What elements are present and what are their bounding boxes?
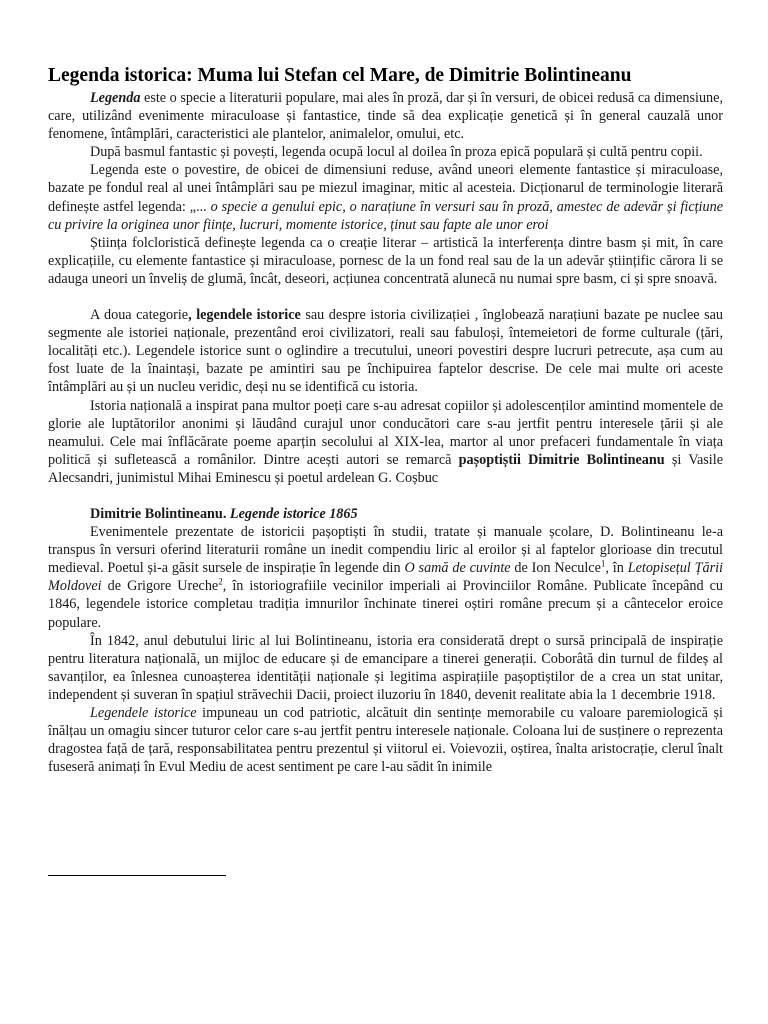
paragraph-spacer — [48, 288, 723, 306]
paragraph-legend-story — [48, 161, 723, 233]
paragraph-text: de Grigore Ureche — [101, 578, 219, 595]
footnote-ref-2[interactable]: 2 — [218, 576, 223, 587]
paragraph-text: este o specie a literaturii populare, mai ales în proză, dar și în versuri, de obicei redusă ca dimensiune, care, utilizând evenimente miraculoase și fantastice, tinde să dea explicație genetică și în general cauzală unor fenomene, întâmplări, caracteristici ale plantelor, animalelor, omului, etc. — [48, 90, 723, 143]
paragraph-text: , în — [605, 560, 628, 577]
paragraph-legend-rank: După basmul fantastic și povești, legenda ocupă locul al doilea în proza epică populară și cultă pentru copii. — [90, 144, 703, 161]
paragraph-text: Evenimentele prezentate de istoricii pașoptiști în studii, tratate și manuale școlare, D. Bolintineanu le-a transpus în versuri oferind literaturii române un inedit compendiu liric al eroilor și al faptelor glorioase din trecutul medieval. Poetul și-a găsit sursele de inspirație în legende din — [48, 524, 723, 577]
term-legendele-istorice-italic: Legendele istorice — [90, 705, 197, 721]
paragraph-text: Istoria națională a inspirat pana multor poeți care s-au adresat copiilor și adolescenților amintind momentele de glorie ale luptătorilor anonimi și lăudând curajul unor conducători care s-au jertfit pentru interesele țării și ale neamului. Cele mai înflăcărate poeme aparțin secolului al XIX-lea, martor al unor prefaceri fundamentale în viața politică și sufletească a românilor. Dintre acești autori se remarcă — [48, 397, 723, 468]
paragraph-legend-definition — [48, 89, 723, 143]
paragraph-text: impuneau un cod patriotic, alcătuit din sentințe memorabile cu valoare paremiologică și înălțau un omagiu sincer tuturor celor care s-au jertfit pentru interesele naționale. Coloana lui de susținere o reprezenta dragostea față de țară, responsabilitatea pentru prezentul și viitorul ei. Voievozii, oștirea, înalta aristocrație, clerul înalt fuseseră animați în Evul Mediu de acest sentiment pe care l-au sădit în inimile — [48, 705, 723, 776]
paragraph-historical-legends — [48, 306, 723, 396]
dictionary-quote: o specie a genului epic, o narațiune în versuri sau în proză, amestec de adevăr și ficțiune cu privire la originea unor ființe, lucruri, momente istorice, ținut sau fapte ale unor eroi — [48, 198, 723, 233]
paragraph-text: , în istoriografiile vecinilor imperiali ai Provinciilor Române. Publicate începând cu 1846, legendele istorice completau tradiția imnurilor închinate tinerei oștiri române precum și a cântecelor eroice populare. — [48, 578, 724, 631]
paragraph-events — [48, 523, 723, 632]
paragraph-patriotic-code — [48, 704, 723, 776]
work-title-ureche: Letopisețul Țării Moldovei — [48, 560, 723, 595]
section-heading-author: Dimitrie Bolintineanu. — [90, 505, 230, 522]
section-heading-work: Legende istorice 1865 — [229, 505, 358, 522]
paragraph-text: A doua categorie — [90, 307, 189, 324]
paragraph-folklore-science: Știința folcloristică definește legenda ca o creație literar – artistică la interferența dintre basm și mit, în care explicațiile, cu elemente fantastice și miraculoase, pornesc de la un fond real sau de la un adevăr științific cărora li se adauga uneori un înveliș de glumă, încât, deseori, acțiunea concentrată alunecă nu numai spre basm, ci și spre snoavă. — [48, 234, 723, 287]
paragraph-text: sau despre istoria civilizației , înglobează narațiuni bazate pe nuclee sau segmente ale istoriei naționale, prezentând eroi civilizatori, reali sau fabuloși, întemeietori de forme culturale (țări, localități etc.). Legendele istorice sunt o oglindire a trecutului, uneori povestiri despre lucruri petrecute, așa cum au fost luate de la înaintași, bazate pe amintiri sau pe închipuirea faptelor descrise. De cele mai multe ori aceste întâmplări au și un nucleu veridic, deși nu se identifică cu istoria. — [48, 307, 724, 396]
term-pasoptistii: pașoptiștii Dimitrie Bolintineanu — [458, 451, 665, 468]
paragraph-1842: În 1842, anul debutului liric al lui Bolintineanu, istoria era considerată drept o sursă principală de inspirație pentru literatura națională, un mijloc de educare și de emancipare a tinerei generații. Coborâtă din turnul de fildeș al savanților, ea înlesnea cunoașterea identității naționale și legitima aspirațiile pașoptiștilor de a crea un stat unitar, independent și suveran în spațiul străvechii Dacii, proiect iluzoriu în 1840, devenit realitate abia la 1 decembrie 1918. — [48, 632, 723, 703]
paragraph-text: Legenda este o povestire, de obicei de dimensiuni reduse, având uneori elemente fantastice și miraculoase, bazate pe fondul real al unei întâmplări sau pe miezul imaginar, mitic al acesteia. Dicționarul de terminologie literară definește astfel legenda: „... — [48, 162, 723, 215]
section-heading — [48, 505, 723, 523]
document-title: Legenda istorica: Muma lui Stefan cel Mare, de Dimitrie Bolintineanu — [48, 65, 632, 86]
paragraph-spacer — [48, 487, 723, 505]
footnote-ref-1[interactable]: 1 — [600, 558, 606, 569]
term-legendele-istorice: , legendele istorice — [188, 307, 301, 324]
footnote-separator — [48, 875, 226, 876]
work-title-neculce: O samă de cuvinte — [404, 560, 511, 577]
document-page — [48, 64, 723, 776]
paragraph-text: și Vasile Alecsandri, junimistul Mihai Eminescu și poetul ardelean G. Coșbuc — [48, 451, 723, 486]
term-legenda: Legenda — [90, 90, 141, 106]
paragraph-text: de Ion Neculce — [510, 560, 601, 577]
paragraph-national-history — [48, 397, 723, 487]
